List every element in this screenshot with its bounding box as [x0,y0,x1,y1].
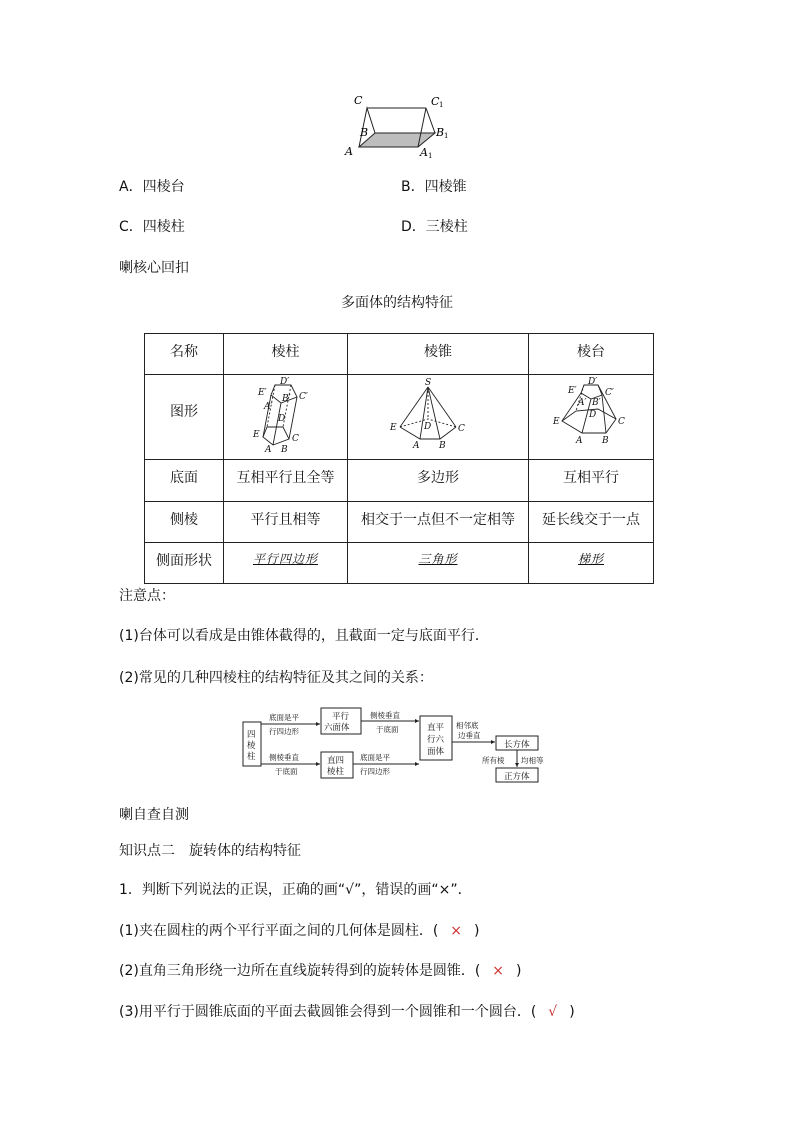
polyhedron-feature-table [144,333,654,584]
pyramid-fig-label-s: S [425,378,432,388]
prism-label-a: A [345,145,353,158]
choice-d[interactable]: D．三棱柱 [401,219,468,235]
note-2: (2)常见的几种四棱柱的结构特征及其之间的关系： [119,670,433,686]
frustum-fig-label-d1: D′ [588,377,598,387]
a2-line2: 于底面 [275,767,298,776]
prism-label-c1: C [431,95,440,108]
prism-figure-cell [224,375,348,460]
b4-line1: 直平 [427,723,445,733]
choice-a[interactable]: A．四棱台 [119,179,185,195]
statement-2-text: (2)直角三角形绕一边所在直线旋转得到的旋转体是圆锥．( [119,963,481,979]
frustum-edge: 延长线交于一点 [529,502,654,543]
prism-label-a1: A [420,146,428,159]
a3-line1: 侧棱垂直 [370,711,400,720]
prism-label-a1-sub: 1 [428,152,433,160]
b1-line2: 棱 [247,741,256,751]
prism-figure [340,92,455,160]
frustum-fig-label-b1: B′ [592,398,601,408]
header-name: 名称 [145,334,224,375]
table-prism-figure [231,375,341,455]
row-face-label: 侧面形状 [145,543,224,584]
prism-face: 平行四边形 [224,543,348,584]
a1-line2: 行四边形 [269,727,299,736]
prism-label-b: B [360,126,369,139]
frustum-face: 梯形 [529,543,654,584]
frustum-fig-label-b: B [602,436,609,446]
statement-1-mark[interactable]: × [450,923,463,939]
prism-fig-label-a1: A′ [263,402,273,412]
b1-line1: 四 [247,730,256,740]
pyramid-edge: 相交于一点但不一定相等 [348,502,529,543]
frustum-fig-label-e: E [553,417,560,427]
prism-fig-label-b1: B′ [281,394,291,404]
frustum-fig-label-a1: A′ [578,398,587,408]
prism-fig-label-e: E [252,430,260,440]
prism-label-b1: B [436,126,445,139]
table-frustum-figure [536,375,646,455]
pyramid-fig-label-e: E [390,423,397,433]
frustum-figure-cell [529,375,654,460]
frustum-base: 互相平行 [529,460,654,502]
statement-3 [119,1003,575,1021]
pyramid-base: 多边形 [348,460,529,502]
b5: 长方体 [504,740,530,750]
choice-b[interactable]: B．四棱锥 [401,179,467,195]
prism-fig-label-c: C [291,434,299,444]
pyramid-fig-label-a: A [413,441,420,451]
frustum-fig-label-c1: C′ [605,388,614,398]
statement-2 [119,962,522,980]
frustum-fig-label-c: C [618,417,625,427]
b3-line1: 直四 [327,756,345,766]
choice-c[interactable]: C．四棱柱 [119,219,185,235]
prism-label-c1-sub: 1 [439,101,444,109]
quadrangular-prism-relation-diagram [240,704,550,788]
a5-line2: 边垂直 [458,731,481,740]
header-pyramid: 棱锥 [348,334,529,375]
statement-3-mark[interactable]: √ [548,1004,558,1020]
note-1: (1)台体可以看成是由锥体截得的，且截面一定与底面平行． [119,628,489,644]
prism-label-b1-sub: 1 [444,132,449,140]
knowledge-heading: 知识点二 旋转体的结构特征 [119,843,301,859]
a5-line1: 相邻底 [456,721,479,730]
prism-fig-label-e1: E′ [257,388,267,398]
prism-fig-label-d: D [277,414,285,424]
header-frustum: 棱台 [529,334,654,375]
prism-fig-label-b: B [280,445,288,455]
statement-3-text: (3)用平行于圆锥底面的平面去截圆锥会得到一个圆锥和一个圆台．( [119,1004,537,1020]
frustum-fig-label-d: D [589,410,597,420]
b3-line2: 棱柱 [327,767,345,777]
b4-line3: 面体 [427,747,445,757]
question-1: 1．判断下列说法的正误，正确的画“√”，错误的画“×”． [119,882,472,898]
statement-2-close: ) [516,963,522,979]
a4-line1: 底面是平 [360,753,390,762]
statement-3-close: ) [569,1004,575,1020]
row-edge-label: 侧棱 [145,502,224,543]
a4-line2: 行四边形 [360,767,390,776]
row-base-label: 底面 [145,460,224,502]
statement-1-close: ) [474,923,480,939]
pyramid-fig-label-d: D [424,422,432,432]
statement-2-mark[interactable]: × [492,963,505,979]
prism-fig-label-a: A [264,445,271,455]
prism-label-c: C [354,94,363,107]
a1-line1: 底面是平 [269,713,299,722]
pyramid-face: 三角形 [348,543,529,584]
b4-line2: 行六 [427,735,445,745]
a6-line2: 均相等 [521,756,544,765]
prism-fig-label-d1: D′ [279,377,289,387]
a6-line1: 所有棱 [482,756,505,765]
prism-base: 互相平行且全等 [224,460,348,502]
table-title: 多面体的结构特征 [341,295,453,311]
b2-line1: 平行 [332,712,350,722]
header-prism: 棱柱 [224,334,348,375]
section-review-heading: 喇核心回扣 [119,260,189,276]
frustum-fig-label-a: A [576,436,583,446]
statement-1-text: (1)夹在圆柱的两个平行平面之间的几何体是圆柱．( [119,923,439,939]
row-figure-label: 图形 [145,375,224,460]
a2-line1: 侧棱垂直 [269,753,299,762]
prism-edge: 平行且相等 [224,502,348,543]
pyramid-figure-cell [348,375,529,460]
notes-title: 注意点： [119,588,175,604]
pyramid-fig-label-c: C [458,424,465,434]
statement-1 [119,922,480,940]
frustum-fig-label-e1: E′ [568,386,577,396]
section-self-heading: 喇自查自测 [119,807,189,823]
b6: 正方体 [504,772,530,782]
pyramid-fig-label-b: B [439,441,446,451]
table-pyramid-figure [378,375,498,455]
b1-line3: 柱 [247,752,256,762]
prism-fig-label-c1: C′ [298,392,308,402]
b2-line2: 六面体 [324,723,350,733]
a3-line2: 于底面 [376,725,399,734]
